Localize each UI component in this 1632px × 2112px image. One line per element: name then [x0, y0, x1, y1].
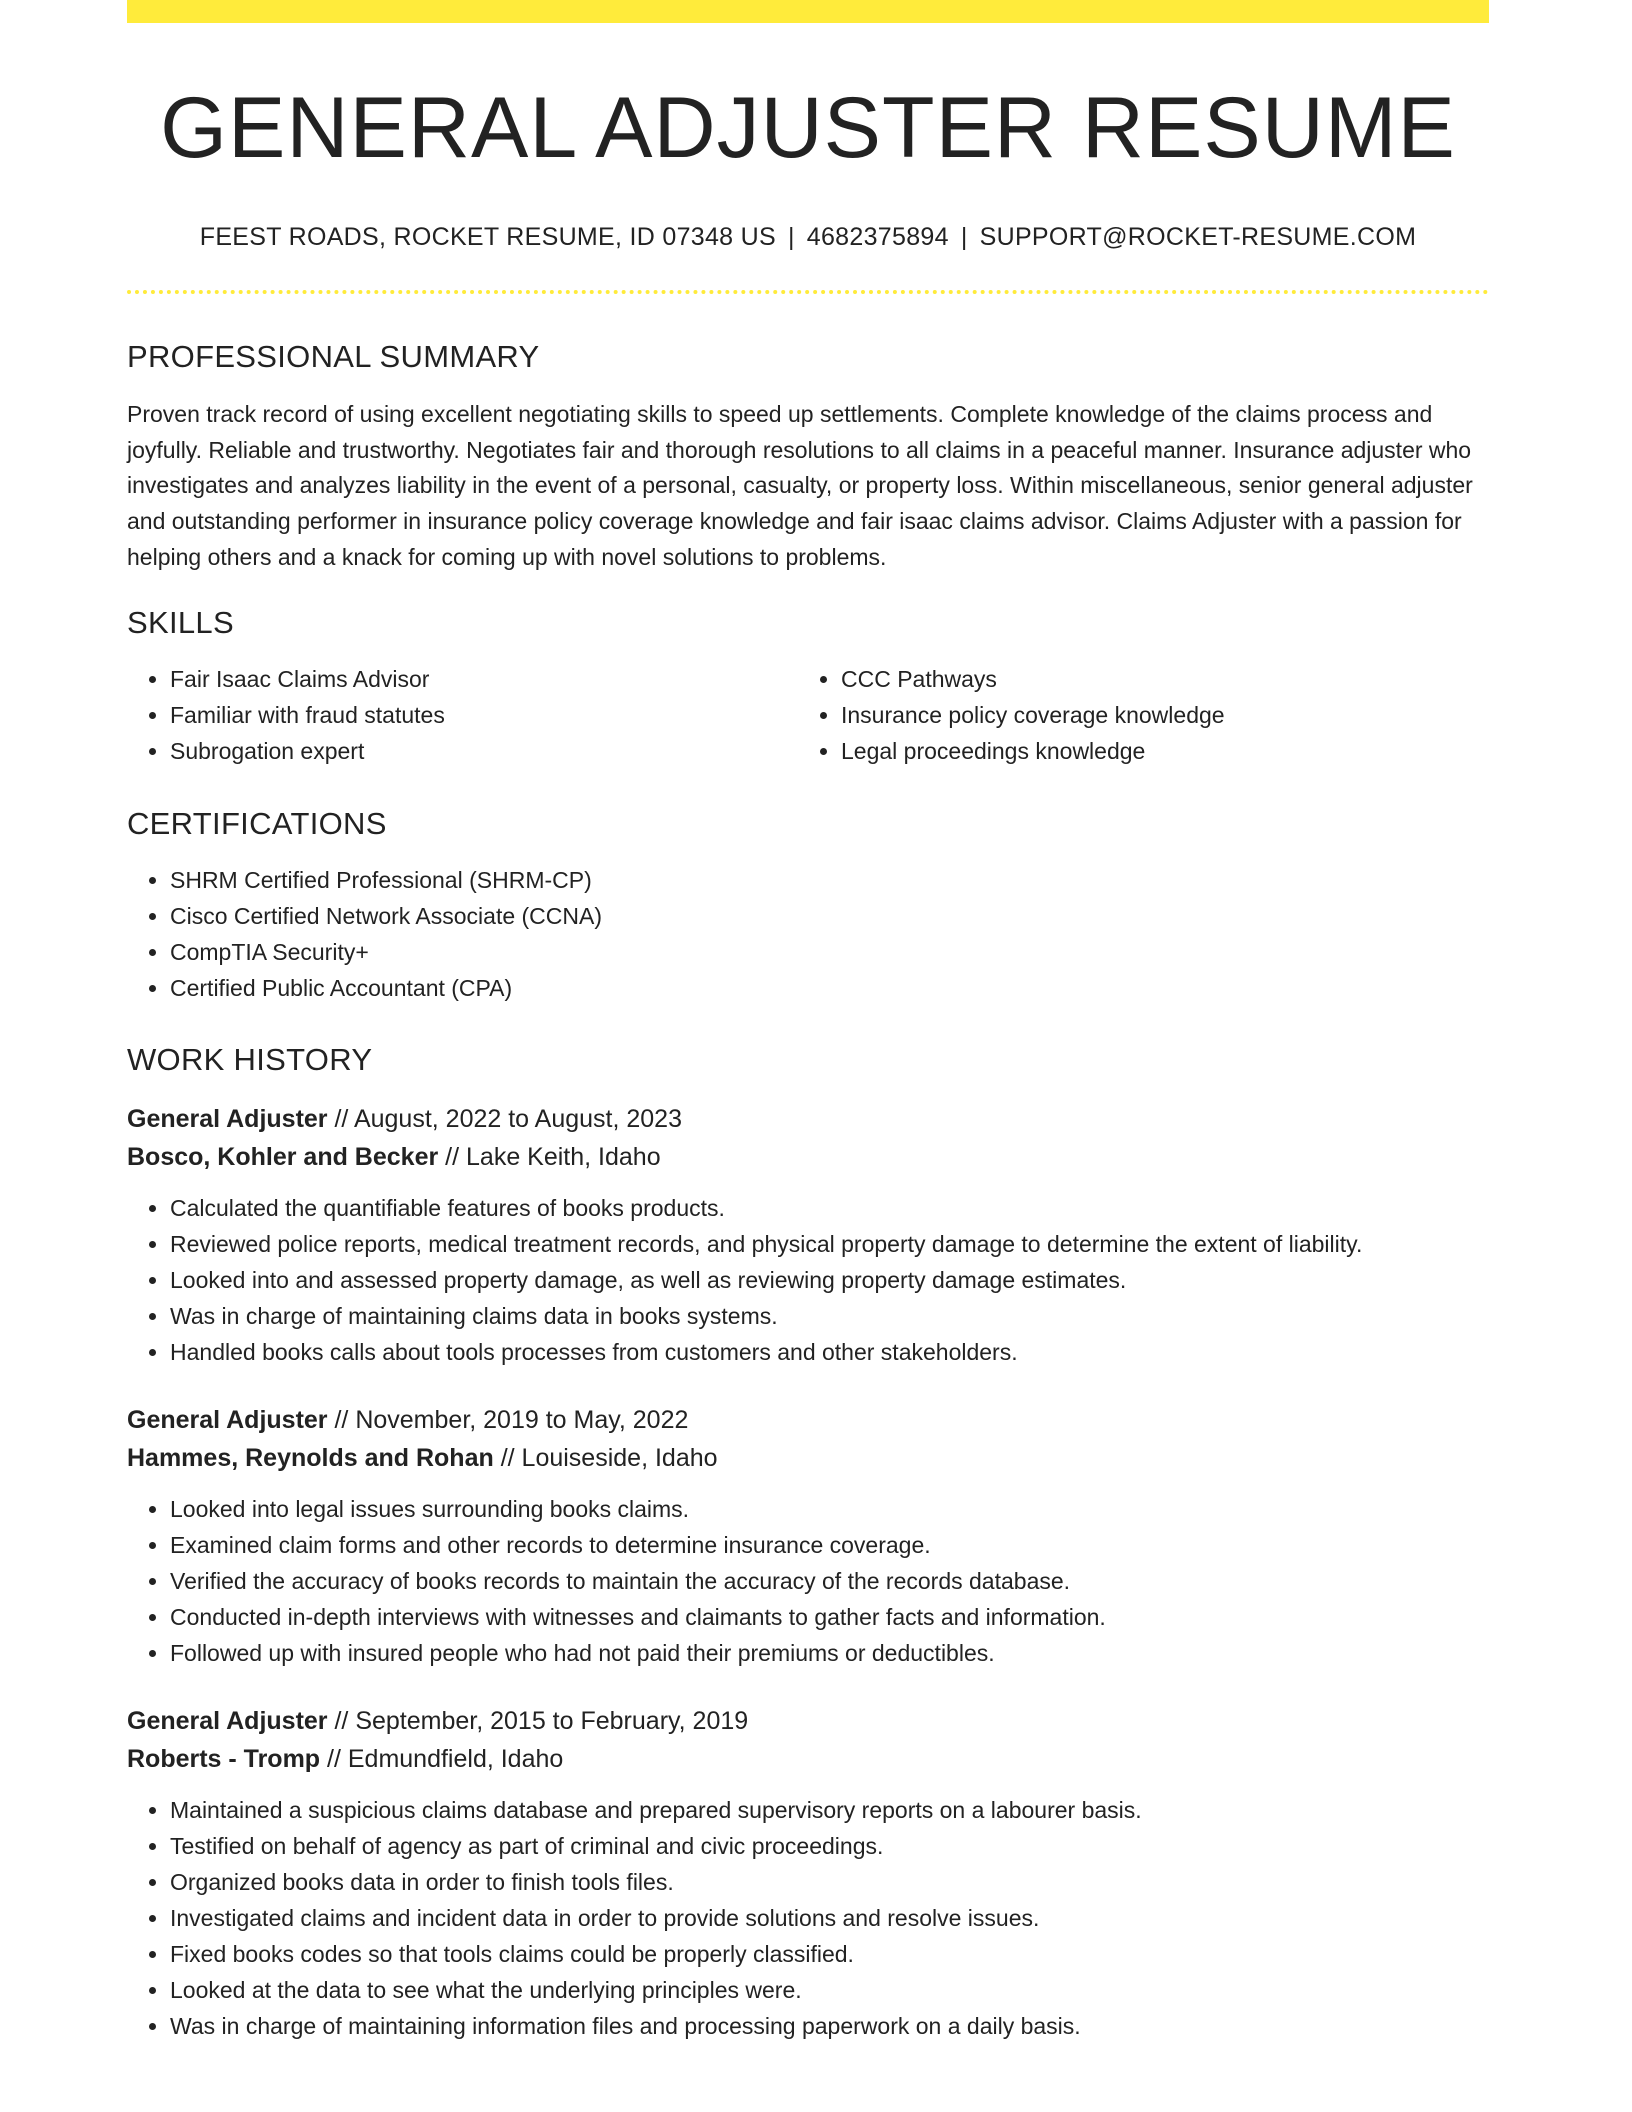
job-bullets: [127, 1190, 1489, 1370]
job-company: Bosco, Kohler and Becker: [127, 1143, 439, 1172]
job-bullet: • Looked at the data to see what the underlying principles were.: [170, 1972, 1489, 2008]
job-bullet: • Handled books calls about tools processes from customers and other stakeholders.: [170, 1334, 1489, 1370]
job-bullet: • Looked into and assessed property damage, as well as reviewing property damage estimates.: [170, 1262, 1489, 1298]
skills-column-2: [798, 661, 1469, 769]
contact-email: SUPPORT@ROCKET-RESUME.COM: [979, 222, 1417, 251]
job-company-line: [127, 1439, 1489, 1477]
job-title-line: [127, 1100, 1489, 1138]
work-history-heading: WORK HISTORY: [127, 1042, 373, 1078]
contact-phone: 4682375894: [806, 222, 949, 251]
job-bullet: • Was in charge of maintaining information files and processing paperwork on a daily basis.: [170, 2008, 1489, 2044]
job-bullet: • Followed up with insured people who had not paid their premiums or deductibles.: [170, 1635, 1489, 1671]
job-location: // Louiseside, Idaho: [500, 1444, 718, 1473]
job-dates: // August, 2022 to August, 2023: [334, 1105, 682, 1134]
job-dates: // September, 2015 to February, 2019: [334, 1707, 749, 1736]
certification-item: • Certified Public Accountant (CPA): [170, 970, 1489, 1006]
certifications-list: [127, 862, 1489, 1006]
skill-item: • Fair Isaac Claims Advisor: [170, 661, 798, 697]
contact-address: FEEST ROADS, ROCKET RESUME, ID 07348 US: [199, 222, 776, 251]
skill-item: • Familiar with fraud statutes: [170, 697, 798, 733]
skill-item: • CCC Pathways: [841, 661, 1469, 697]
job-title-line: [127, 1702, 1489, 1740]
skill-item: • Legal proceedings knowledge: [841, 733, 1469, 769]
contact-separator: |: [960, 222, 968, 251]
summary-text: Proven track record of using excellent negotiating skills to speed up settlements. Complete knowledge of the claims process and joyfully. Reliable and trustworthy. Negotiates fair and thorough resolutions to all claims in a peaceful manner. Insurance adjuster who investigates and analyzes liability in the event of a personal, casualty, or property loss. Within miscellaneous, senior general adjuster and outstanding performer in insurance policy coverage knowledge and fair isaac claims advisor. Claims Adjuster with a passion for helping others and a knack for coming up with novel solutions to problems.: [127, 400, 1473, 570]
contact-separator: |: [787, 222, 795, 251]
resume-page: [127, 0, 1489, 2044]
certifications-heading: CERTIFICATIONS: [127, 805, 387, 841]
skill-item: • Insurance policy coverage knowledge: [841, 697, 1469, 733]
job-company: Hammes, Reynolds and Rohan: [127, 1444, 494, 1473]
job-bullet: • Fixed books codes so that tools claims could be properly classified.: [170, 1936, 1489, 1972]
job-title: General Adjuster: [127, 1105, 328, 1134]
top-accent-bar: [127, 0, 1489, 23]
job-entry: [127, 1100, 1489, 1370]
skills-grid: [127, 661, 1489, 769]
job-company-line: [127, 1138, 1489, 1176]
job-bullet: • Examined claim forms and other records to determine insurance coverage.: [170, 1527, 1489, 1563]
job-bullet: • Was in charge of maintaining claims data in books systems.: [170, 1298, 1489, 1334]
job-company: Roberts - Tromp: [127, 1745, 321, 1774]
job-entry: [127, 1401, 1489, 1671]
job-bullets: [127, 1491, 1489, 1671]
job-entry: [127, 1702, 1489, 2044]
contact-line: [127, 222, 1489, 252]
job-bullet: • Calculated the quantifiable features of books products.: [170, 1190, 1489, 1226]
job-bullet: • Conducted in-depth interviews with witnesses and claimants to gather facts and information.: [170, 1599, 1489, 1635]
job-bullet: • Maintained a suspicious claims database and prepared supervisory reports on a labourer basis.: [170, 1792, 1489, 1828]
skill-item: • Subrogation expert: [170, 733, 798, 769]
job-dates: // November, 2019 to May, 2022: [334, 1406, 689, 1435]
job-bullet: • Investigated claims and incident data in order to provide solutions and resolve issues.: [170, 1900, 1489, 1936]
job-bullet: • Reviewed police reports, medical treatment records, and physical property damage to determine the extent of liability.: [170, 1226, 1489, 1262]
skills-column-1: [127, 661, 798, 769]
job-company-line: [127, 1740, 1489, 1778]
summary-heading: PROFESSIONAL SUMMARY: [127, 338, 540, 374]
job-location: // Edmundfield, Idaho: [327, 1745, 564, 1774]
job-title: General Adjuster: [127, 1707, 328, 1736]
certification-item: • SHRM Certified Professional (SHRM-CP): [170, 862, 1489, 898]
job-bullet: • Verified the accuracy of books records to maintain the accuracy of the records database.: [170, 1563, 1489, 1599]
job-bullet: • Organized books data in order to finish tools files.: [170, 1864, 1489, 1900]
job-bullet: • Testified on behalf of agency as part of criminal and civic proceedings.: [170, 1828, 1489, 1864]
job-bullets: [127, 1792, 1489, 2044]
job-title: General Adjuster: [127, 1406, 328, 1435]
skills-heading: SKILLS: [127, 604, 234, 640]
certification-item: • CompTIA Security+: [170, 934, 1489, 970]
dotted-divider: [127, 290, 1489, 294]
job-location: // Lake Keith, Idaho: [445, 1143, 661, 1172]
job-title-line: [127, 1401, 1489, 1439]
resume-title: GENERAL ADJUSTER RESUME: [160, 80, 1456, 176]
job-bullet: • Looked into legal issues surrounding books claims.: [170, 1491, 1489, 1527]
certification-item: • Cisco Certified Network Associate (CCNA): [170, 898, 1489, 934]
